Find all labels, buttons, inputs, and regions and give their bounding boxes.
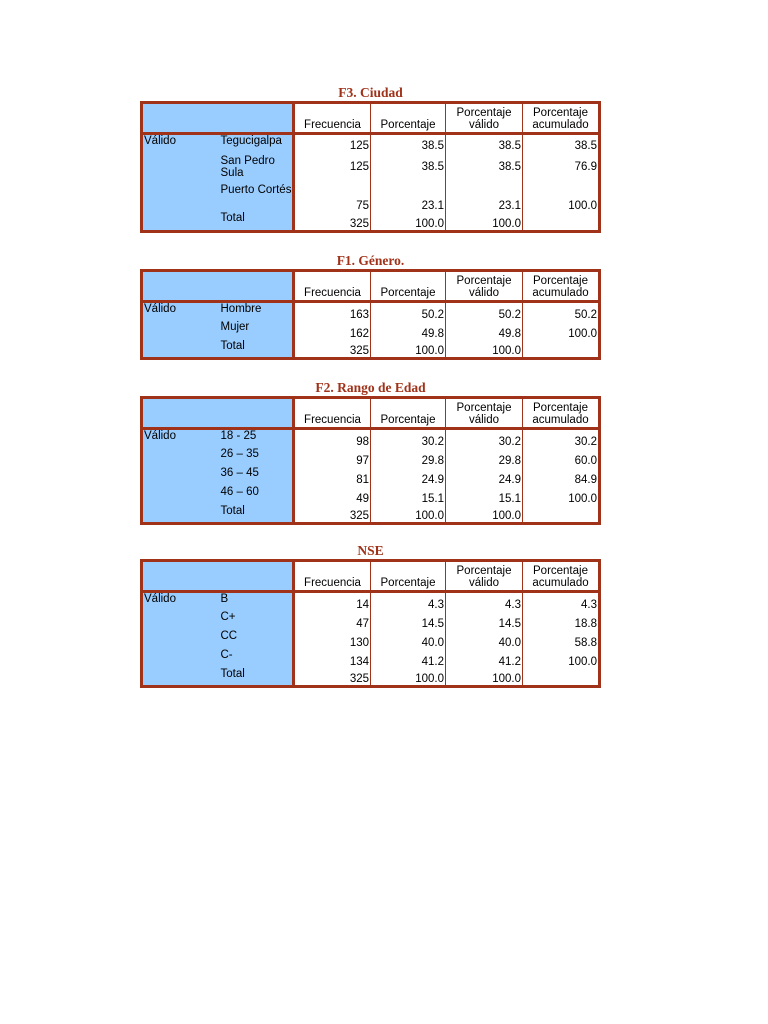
cell-porcentaje: 41.2 <box>371 649 446 668</box>
cell-porcentaje-acumulado: 60.0 <box>574 454 597 467</box>
frequency-table-rango-edad <box>140 396 601 525</box>
header-porcentaje-acumulado: Porcentaje acumulado <box>532 565 589 589</box>
header-porcentaje-acumulado: Porcentaje acumulado <box>532 275 589 299</box>
header-stub <box>142 271 294 302</box>
cell-porcentaje-valido: 100.0 <box>446 212 523 232</box>
cell-frecuencia: 98 <box>294 429 371 448</box>
cell-frecuencia: 125 <box>294 152 371 182</box>
table-title-nse: NSE <box>357 543 384 558</box>
cell-frecuencia: 325 <box>294 668 371 687</box>
table-row <box>142 429 600 448</box>
cell-frecuencia: 49 <box>294 486 371 505</box>
cell-porcentaje: 14.5 <box>371 611 446 630</box>
cell-frecuencia: 47 <box>294 611 371 630</box>
header-porcentaje-valido: Porcentaje válido <box>446 103 523 134</box>
cell-porcentaje-valido: 23.1 <box>446 182 523 212</box>
header-porcentaje: Porcentaje <box>371 271 446 302</box>
header-porcentaje-valido: Porcentaje válido <box>446 561 523 592</box>
cell-frecuencia: 325 <box>294 505 371 524</box>
cell-porcentaje-acumulado: 100.0 <box>568 492 597 505</box>
header-frecuencia: Frecuencia <box>294 103 371 134</box>
cell-porcentaje-valido: 24.9 <box>446 467 523 486</box>
cell-porcentaje-valido: 40.0 <box>446 630 523 649</box>
header-stub <box>142 103 294 134</box>
cell-porcentaje: 38.5 <box>371 152 446 182</box>
row-label: Tegucigalpa <box>219 134 294 152</box>
table-title-rango-edad: F2. Rango de Edad <box>315 380 426 395</box>
cell-porcentaje-valido: 14.5 <box>446 611 523 630</box>
cell-porcentaje: 49.8 <box>371 321 446 340</box>
cell-porcentaje-acumulado <box>523 340 600 359</box>
cell-porcentaje-valido: 29.8 <box>446 448 523 467</box>
row-label: Total <box>219 340 294 359</box>
cell-frecuencia: 81 <box>294 467 371 486</box>
cell-porcentaje: 50.2 <box>371 302 446 321</box>
cell-porcentaje: 30.2 <box>371 429 446 448</box>
cell-porcentaje-valido: 49.8 <box>446 321 523 340</box>
table-title-ciudad: F3. Ciudad <box>338 85 403 100</box>
cell-porcentaje-acumulado: 38.5 <box>574 139 597 152</box>
cell-porcentaje: 100.0 <box>371 668 446 687</box>
cell-porcentaje: 100.0 <box>371 212 446 232</box>
cell-frecuencia: 75 <box>294 182 371 212</box>
header-stub <box>142 561 294 592</box>
cell-porcentaje: 23.1 <box>371 182 446 212</box>
header-porcentaje: Porcentaje <box>371 561 446 592</box>
header-porcentaje-valido: Porcentaje válido <box>446 271 523 302</box>
row-label: 36 – 45 <box>219 467 294 486</box>
cell-porcentaje-acumulado <box>523 212 600 232</box>
header-frecuencia: Frecuencia <box>294 398 371 429</box>
cell-frecuencia: 163 <box>294 302 371 321</box>
cell-porcentaje-valido: 100.0 <box>446 340 523 359</box>
cell-porcentaje: 100.0 <box>371 340 446 359</box>
group-label: Válido <box>142 592 219 687</box>
cell-porcentaje: 29.8 <box>371 448 446 467</box>
cell-porcentaje-valido: 41.2 <box>446 649 523 668</box>
row-label: Total <box>219 212 294 232</box>
cell-porcentaje: 38.5 <box>371 134 446 152</box>
cell-porcentaje: 15.1 <box>371 486 446 505</box>
row-label: 46 – 60 <box>219 486 294 505</box>
cell-frecuencia: 325 <box>294 212 371 232</box>
cell-porcentaje-acumulado: 4.3 <box>581 598 597 611</box>
header-porcentaje-acumulado: Porcentaje acumulado <box>532 107 589 131</box>
cell-porcentaje-acumulado <box>523 505 600 524</box>
frequency-table-nse <box>140 559 601 688</box>
row-label: San Pedro Sula <box>219 152 294 182</box>
cell-porcentaje-acumulado <box>523 668 600 687</box>
row-label: B <box>219 592 294 611</box>
cell-frecuencia: 14 <box>294 592 371 611</box>
header-frecuencia: Frecuencia <box>294 271 371 302</box>
row-label: Puerto Cortés <box>219 182 294 212</box>
cell-porcentaje-acumulado: 84.9 <box>574 473 597 486</box>
cell-porcentaje-acumulado: 76.9 <box>574 160 597 173</box>
cell-frecuencia: 130 <box>294 630 371 649</box>
cell-porcentaje-valido: 30.2 <box>446 429 523 448</box>
cell-porcentaje-valido: 38.5 <box>446 134 523 152</box>
table-row <box>142 592 600 611</box>
row-label: 26 – 35 <box>219 448 294 467</box>
header-porcentaje: Porcentaje <box>371 398 446 429</box>
row-label: Total <box>219 668 294 687</box>
cell-porcentaje-valido: 100.0 <box>446 668 523 687</box>
cell-porcentaje-valido: 100.0 <box>446 505 523 524</box>
header-porcentaje-valido: Porcentaje válido <box>446 398 523 429</box>
cell-porcentaje: 4.3 <box>371 592 446 611</box>
row-label: Total <box>219 505 294 524</box>
cell-frecuencia: 125 <box>294 134 371 152</box>
row-label: Mujer <box>219 321 294 340</box>
header-frecuencia: Frecuencia <box>294 561 371 592</box>
cell-frecuencia: 97 <box>294 448 371 467</box>
table-row <box>142 134 600 152</box>
cell-porcentaje-valido: 4.3 <box>446 592 523 611</box>
cell-porcentaje-acumulado: 100.0 <box>568 327 597 340</box>
cell-frecuencia: 162 <box>294 321 371 340</box>
group-label: Válido <box>142 429 219 524</box>
header-porcentaje-acumulado: Porcentaje acumulado <box>532 402 589 426</box>
header-porcentaje: Porcentaje <box>371 103 446 134</box>
cell-porcentaje-valido: 38.5 <box>446 152 523 182</box>
row-label: 18 - 25 <box>219 429 294 448</box>
cell-porcentaje: 100.0 <box>371 505 446 524</box>
cell-porcentaje-acumulado: 50.2 <box>574 308 597 321</box>
table-title-genero: F1. Género. <box>336 253 405 268</box>
header-stub <box>142 398 294 429</box>
cell-porcentaje-acumulado: 100.0 <box>568 655 597 668</box>
cell-porcentaje-acumulado: 18.8 <box>574 617 597 630</box>
cell-porcentaje-acumulado: 100.0 <box>568 199 597 212</box>
row-label: C+ <box>219 611 294 630</box>
cell-porcentaje-acumulado: 30.2 <box>574 435 597 448</box>
row-label: C- <box>219 649 294 668</box>
cell-porcentaje-valido: 15.1 <box>446 486 523 505</box>
row-label: CC <box>219 630 294 649</box>
cell-frecuencia: 325 <box>294 340 371 359</box>
frequency-table-ciudad <box>140 101 601 233</box>
cell-frecuencia: 134 <box>294 649 371 668</box>
table-row <box>142 302 600 321</box>
frequency-table-genero <box>140 269 601 360</box>
cell-porcentaje: 40.0 <box>371 630 446 649</box>
row-label: Hombre <box>219 302 294 321</box>
group-label: Válido <box>142 302 219 359</box>
cell-porcentaje-valido: 50.2 <box>446 302 523 321</box>
group-label: Válido <box>142 134 219 232</box>
cell-porcentaje-acumulado: 58.8 <box>574 636 597 649</box>
cell-porcentaje: 24.9 <box>371 467 446 486</box>
